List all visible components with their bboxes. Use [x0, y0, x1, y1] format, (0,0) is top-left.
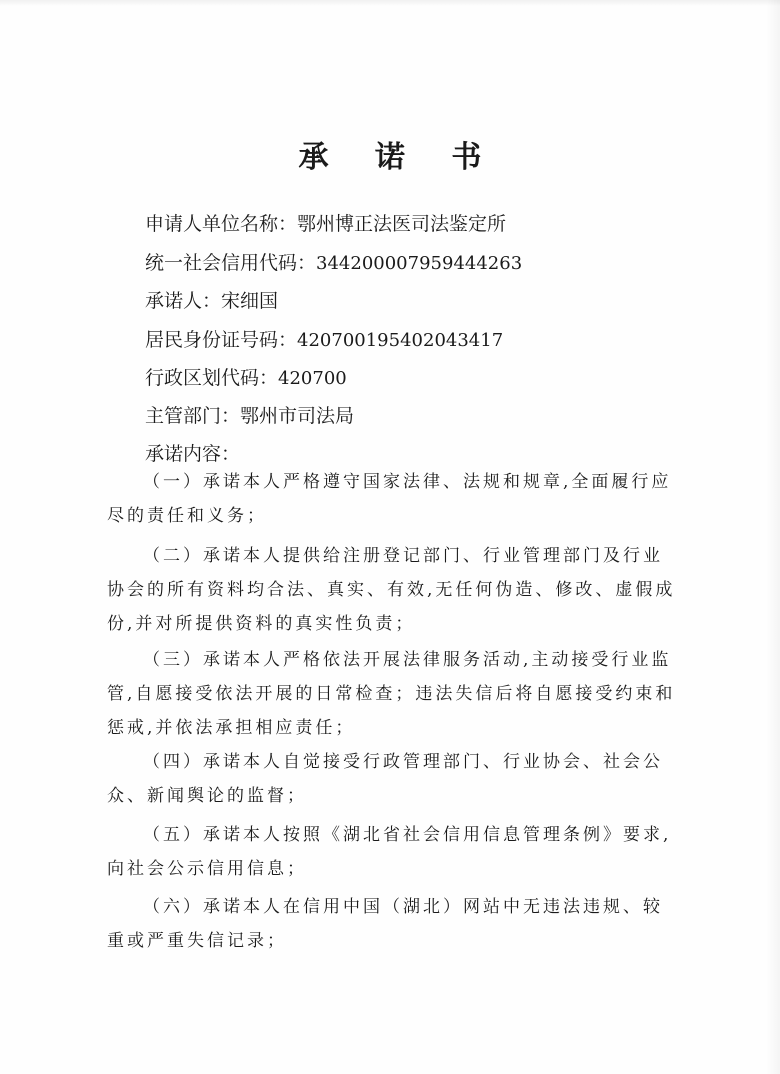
document-title: 承 诺 书 [298, 140, 500, 175]
clause-6 [107, 890, 677, 958]
clause-line: 众、新闻舆论的监督； [107, 786, 307, 806]
clause-line: （四）承诺本人自觉接受行政管理部门、行业协会、社会公 [143, 752, 663, 772]
clause-line: 尽的责任和义务； [107, 506, 267, 526]
applicant-value: 鄂州博正法医司法鉴定所 [297, 213, 507, 235]
clause-line: （三）承诺本人严格依法开展法律服务活动,主动接受行业监 [143, 650, 672, 670]
credit-code-value: 34420000795944426​3 [316, 253, 523, 274]
credit-code-label: 统一社会信用代码： [145, 252, 317, 274]
clause-line: 协会的所有资料均合法、真实、有效,无任何伪造、修改、虚假成 [107, 580, 676, 600]
scan-top-shadow [0, 0, 780, 6]
region-value: 420700 [278, 368, 347, 389]
content-heading: 承诺内容： [145, 443, 241, 465]
region-row [145, 366, 705, 391]
dept-value: 鄂州市司法局 [240, 405, 355, 427]
clause-4 [107, 745, 677, 813]
dept-row [145, 404, 705, 428]
clause-line: （五）承诺本人按照《湖北省社会信用信息管理条例》要求, [143, 825, 672, 845]
clause-line: （二）承诺本人提供给注册登记部门、行业管理部门及行业 [143, 546, 663, 566]
promisor-row [145, 289, 705, 313]
applicant-label: 申请人单位名称： [145, 213, 298, 235]
clause-3 [107, 643, 677, 745]
clause-line: 管,自愿接受依法开展的日常检查；违法失信后将自愿接受约束和 [107, 684, 676, 704]
clause-1 [107, 465, 677, 533]
clause-line: 向社会公示信用信息； [107, 859, 307, 879]
clause-line: （一）承诺本人严格遵守国家法律、法规和规章,全面履行应 [143, 472, 672, 492]
promisor-value: 宋细国 [221, 290, 279, 312]
promisor-label: 承诺人： [145, 290, 222, 312]
clause-5 [107, 818, 677, 886]
clause-line: （六）承诺本人在信用中国（湖北）网站中无违法违规、较 [143, 897, 663, 917]
clause-line: 重或严重失信记录； [107, 931, 287, 951]
clause-line: 惩戒,并依法承担相应责任； [107, 718, 356, 738]
id-label: 居民身份证号码： [145, 329, 298, 351]
dept-label: 主管部门： [145, 405, 241, 427]
applicant-row [145, 212, 705, 236]
clause-line: 份,并对所提供资料的真实性负责； [107, 614, 416, 634]
credit-code-row [145, 251, 705, 276]
id-value: 420700195402043417 [297, 330, 504, 351]
clause-2 [107, 539, 677, 641]
id-row [145, 328, 705, 353]
region-label: 行政区划代码： [145, 367, 279, 389]
